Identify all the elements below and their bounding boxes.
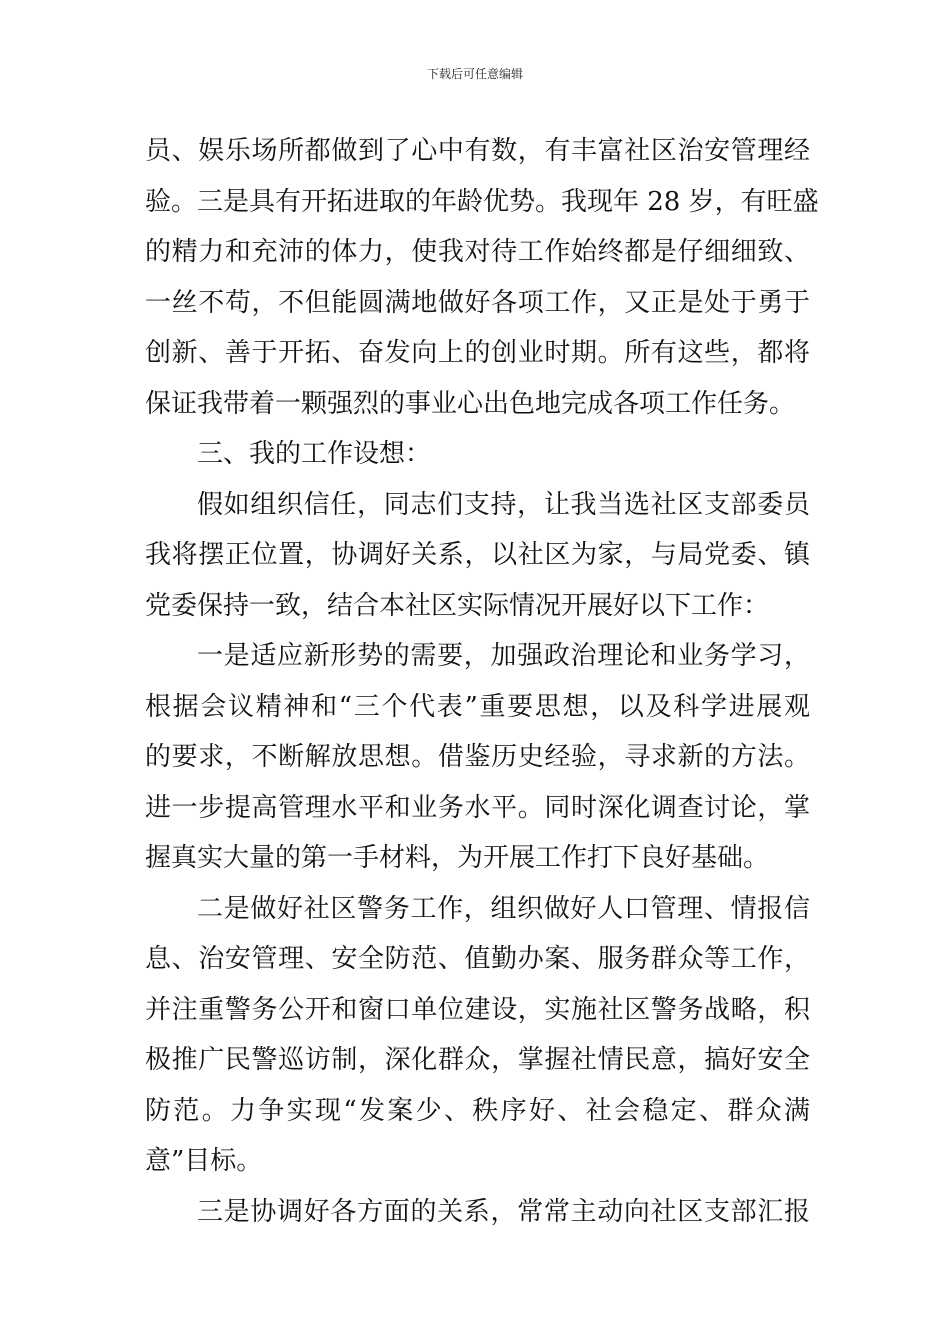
text-line: 三、我的工作设想：: [197, 439, 432, 469]
text-line: 保证我带着一颗强烈的事业心出色地完成各项工作任务。: [145, 388, 796, 419]
text-line: 创新、善于开拓、奋发向上的创业时期。所有这些，都将: [145, 338, 810, 368]
paragraph: [145, 480, 810, 632]
text-line: 的要求，不断解放思想。借鉴历史经验，寻求新的方法。: [145, 742, 810, 772]
text-line: 握真实大量的第一手材料，为开展工作打下良好基础。: [145, 843, 770, 873]
text-line: 意”目标。: [145, 1146, 263, 1176]
text-line: 防范。力争实现“发案少、秩序好、社会稳定、群众满: [145, 1095, 810, 1126]
text-line: 息、治安管理、安全防范、值勤办案、服务群众等工作，: [145, 944, 810, 974]
text-line: 二是做好社区警务工作，组织做好人口管理、情报信: [197, 893, 810, 924]
text-line: 假如组织信任，同志们支持，让我当选社区支部委员: [197, 489, 810, 520]
text-line: 极推广民警巡访制，深化群众，掌握社情民意，搞好安全: [145, 1045, 810, 1075]
paragraph: [145, 126, 819, 429]
document-body: [145, 126, 819, 1237]
text-line: 我将摆正位置，协调好关系，以社区为家，与局党委、镇: [145, 540, 810, 570]
paragraph: [145, 884, 810, 1187]
text-line: 进一步提高管理水平和业务水平。同时深化调查讨论，掌: [145, 792, 810, 823]
section-heading: [145, 429, 810, 480]
text-line: 党委保持一致，结合本社区实际情况开展好以下工作：: [145, 590, 770, 621]
text-line: 一是适应新形势的需要，加强政治理论和业务学习，: [197, 641, 810, 671]
text-line: 验。三是具有开拓进取的年龄优势。我现年 28 岁，有旺盛: [145, 186, 819, 217]
text-line: 并注重警务公开和窗口单位建设，实施社区警务战略，积: [145, 994, 810, 1025]
paragraph: [145, 631, 810, 884]
paragraph: [145, 1187, 810, 1238]
text-line: 一丝不苟，不但能圆满地做好各项工作，又正是处于勇于: [145, 287, 810, 318]
page-header: 下载后可任意编辑: [426, 67, 523, 81]
text-line: 的精力和充沛的体力，使我对待工作始终都是仔细细致、: [145, 237, 810, 267]
text-line: 三是协调好各方面的关系，常常主动向社区支部汇报: [197, 1196, 810, 1227]
text-line: 根据会议精神和“三个代表”重要思想，以及科学进展观: [145, 691, 810, 722]
text-line: 员、娱乐场所都做到了心中有数，有丰富社区治安管理经: [145, 136, 810, 166]
